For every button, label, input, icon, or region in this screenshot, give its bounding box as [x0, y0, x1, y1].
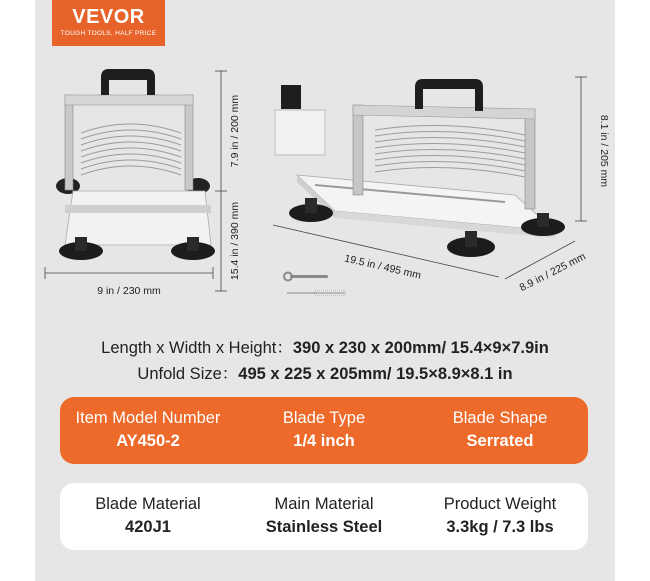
vevor-logo: [52, 0, 165, 46]
front-width-dimension: [45, 267, 213, 297]
spec-label: Main Material: [274, 495, 374, 513]
spec-main-material: [236, 483, 412, 550]
size-spec-line: [35, 334, 615, 358]
spec-label: Blade Shape: [452, 409, 548, 427]
spec-blade-material: [60, 483, 236, 550]
wrench-icon: [284, 273, 328, 281]
spec-value: 1/4 inch: [293, 432, 355, 450]
front-view-slicer-image: [56, 69, 215, 260]
spec-value: 3.3kg / 7.3 lbs: [446, 518, 554, 536]
front-height-dimension: [215, 71, 241, 291]
spec-blade-shape: [412, 397, 588, 464]
cleaning-brush-icon: [287, 291, 345, 296]
front-height-top-label: 7.9 in / 200 mm: [229, 94, 241, 168]
logo-tagline: TOUGH TOOLS, HALF PRICE: [60, 30, 157, 37]
size-spec-value: 390 x 230 x 200mm/ 15.4×9×7.9in: [292, 339, 549, 357]
unfold-width-label: 8.9 in / 225 mm: [517, 250, 588, 295]
front-height-bottom-label: 15.4 in / 390 mm: [229, 201, 241, 281]
logo-brand: VEVOR: [72, 6, 145, 28]
spec-label: Item Model Number: [75, 409, 221, 427]
size-spec-label: Length x Width x Height：: [101, 339, 293, 357]
spec-label: Product Weight: [443, 495, 557, 513]
spec-card-primary: [60, 397, 588, 464]
spec-item-model: [60, 397, 236, 464]
spec-value: 420J1: [125, 518, 171, 536]
unfold-spec-line: [35, 360, 615, 384]
unfold-spec-label: Unfold Size：: [137, 365, 239, 383]
front-width-label: 9 in / 230 mm: [97, 285, 161, 297]
unfold-height-label: 8.1 in / 205 mm: [598, 114, 610, 188]
spec-blade-type: [236, 397, 412, 464]
unfold-length-label: 19.5 in / 495 mm: [343, 252, 423, 282]
unfold-width-dimension: [505, 241, 588, 294]
spec-value: Stainless Steel: [265, 518, 383, 536]
spec-label: Blade Type: [282, 409, 366, 427]
product-infographic: [35, 0, 615, 581]
spec-card-secondary: [60, 483, 588, 550]
spec-value: Serrated: [466, 432, 534, 450]
spec-label: Blade Material: [95, 495, 201, 513]
unfold-height-dimension: [575, 77, 610, 221]
product-dimension-diagram: [35, 55, 615, 305]
spec-product-weight: [412, 483, 588, 550]
unfold-spec-value: 495 x 225 x 205mm/ 19.5×8.9×8.1 in: [238, 365, 513, 383]
spec-value: AY450-2: [116, 432, 180, 450]
unfolded-slicer-image: [275, 79, 565, 257]
